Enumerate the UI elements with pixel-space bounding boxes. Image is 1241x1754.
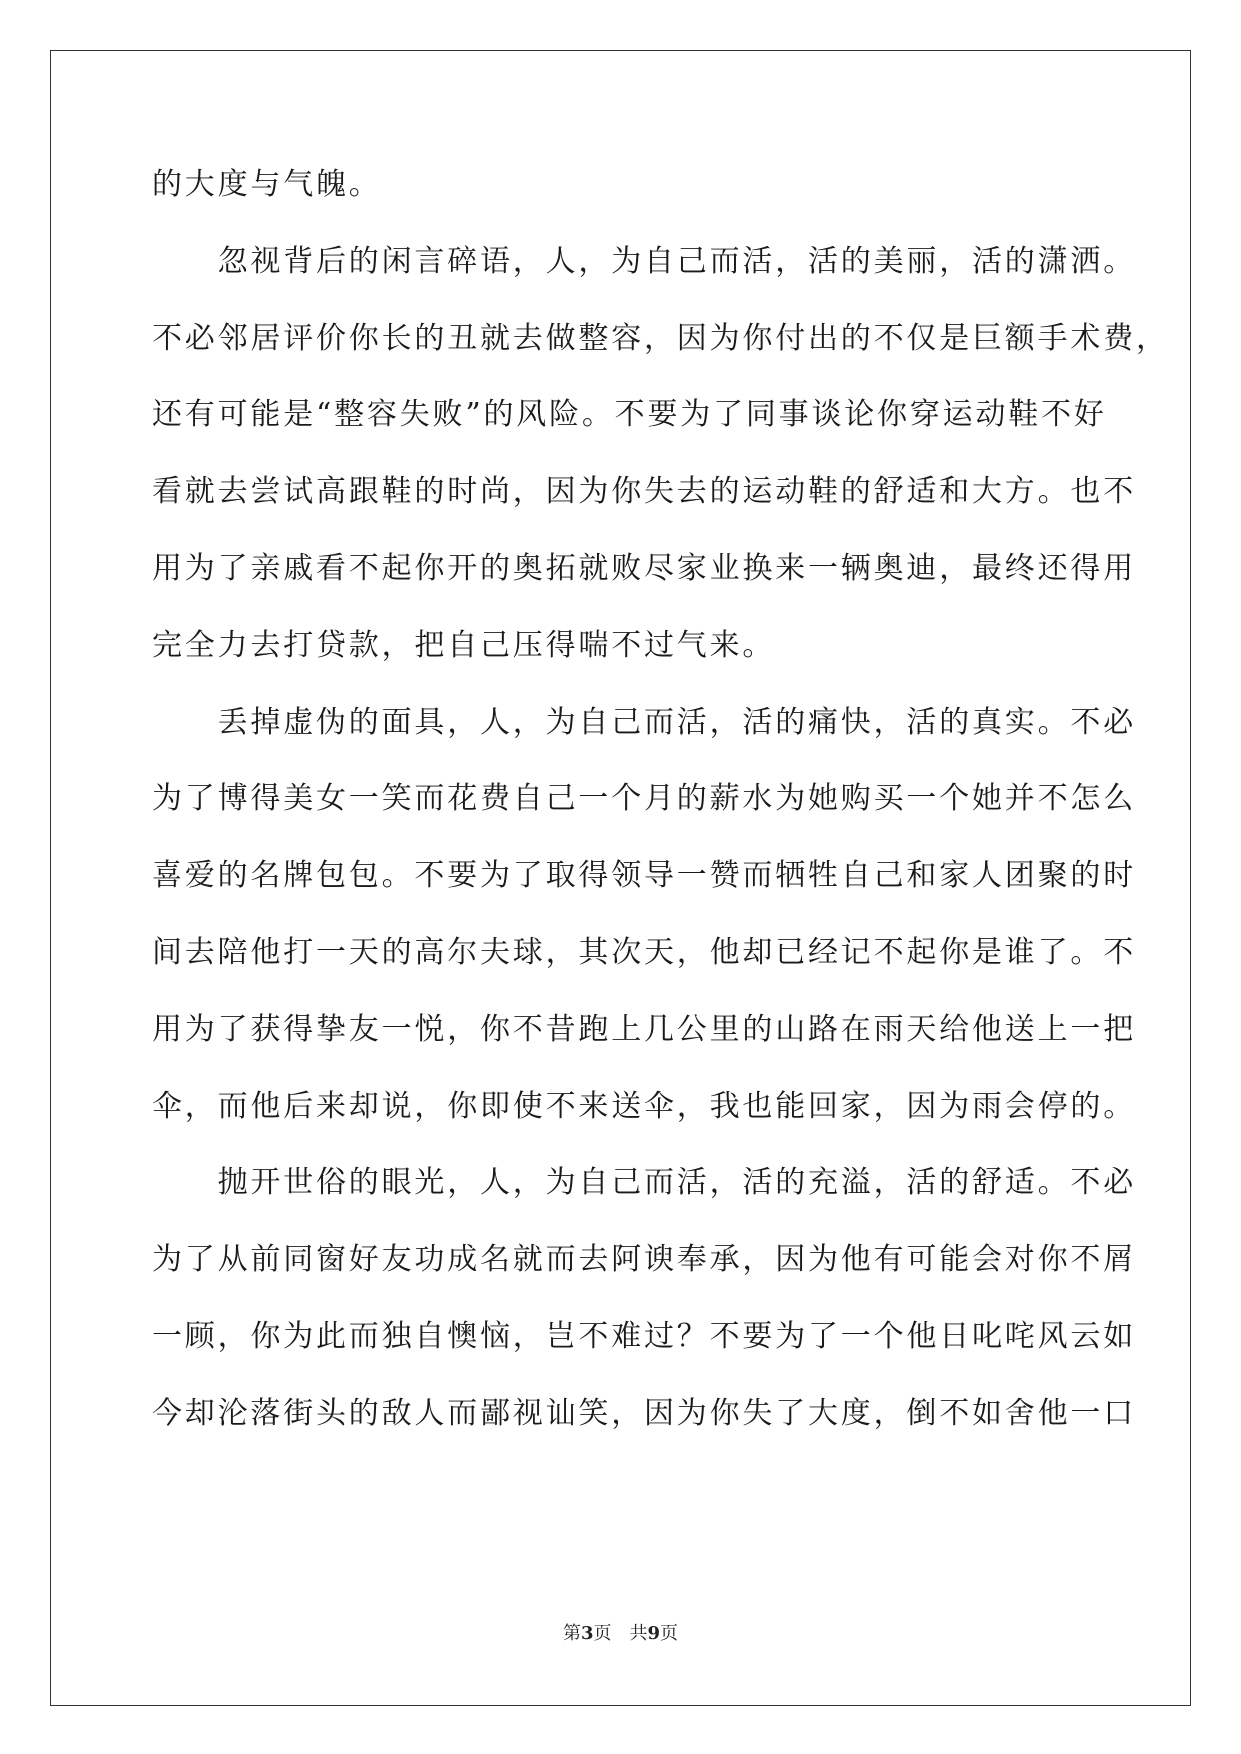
- text-line: 为了从前同窗好友功成名就而去阿谀奉承，因为他有可能会对你不屑: [152, 1242, 1136, 1278]
- document-body: [152, 159, 1169, 1465]
- text-line: 伞，而他后来却说，你即使不来送伞，我也能回家，因为雨会停的。: [152, 1088, 1136, 1124]
- text-line: 喜爱的名牌包包。不要为了取得领导一赞而牺牲自己和家人团聚的时: [152, 858, 1136, 894]
- text-line: 今却沦落街头的敌人而鄙视讪笑，因为你失了大度，倒不如舍他一口: [152, 1395, 1136, 1431]
- text-line: 丢掉虚伪的面具，人，为自己而活，活的痛快，活的真实。不必: [152, 704, 1136, 740]
- text-line: 间去陪他打一天的高尔夫球，其次天，他却已经记不起你是谁了。不: [152, 934, 1136, 970]
- text-line: 一顾，你为此而独自懊恼，岂不难过？不要为了一个他日叱咤风云如: [152, 1318, 1136, 1354]
- footer-middle: 页 共: [593, 1623, 648, 1644]
- total-pages-number: 9: [647, 1623, 661, 1644]
- text-line: 抛开世俗的眼光，人，为自己而活，活的充溢，活的舒适。不必: [152, 1165, 1136, 1201]
- text-line: 用为了获得挚友一悦，你不昔跑上几公里的山路在雨天给他送上一把: [152, 1011, 1136, 1047]
- text-line: 看就去尝试高跟鞋的时尚，因为你失去的运动鞋的舒适和大方。也不: [152, 474, 1136, 510]
- page-footer: [0, 1619, 1241, 1645]
- text-line: 不必邻居评价你长的丑就去做整容，因为你付出的不仅是巨额手术费，: [152, 320, 1169, 356]
- footer-prefix: 第: [562, 1623, 581, 1644]
- text-line: 用为了亲戚看不起你开的奥拓就败尽家业换来一辆奥迪，最终还得用: [152, 550, 1136, 586]
- text-line: 还有可能是“整容失败”的风险。不要为了同事谈论你穿运动鞋不好: [152, 397, 1107, 433]
- text-line: 为了博得美女一笑而花费自己一个月的薪水为她购买一个她并不怎么: [152, 781, 1136, 817]
- text-line: 完全力去打贷款，把自己压得喘不过气来。: [152, 627, 776, 663]
- footer-suffix: 页: [660, 1623, 679, 1644]
- current-page-number: 3: [580, 1623, 594, 1644]
- text-line: 忽视背后的闲言碎语，人，为自己而活，活的美丽，活的潇洒。: [152, 243, 1136, 279]
- text-line: 的大度与气魄。: [152, 167, 382, 202]
